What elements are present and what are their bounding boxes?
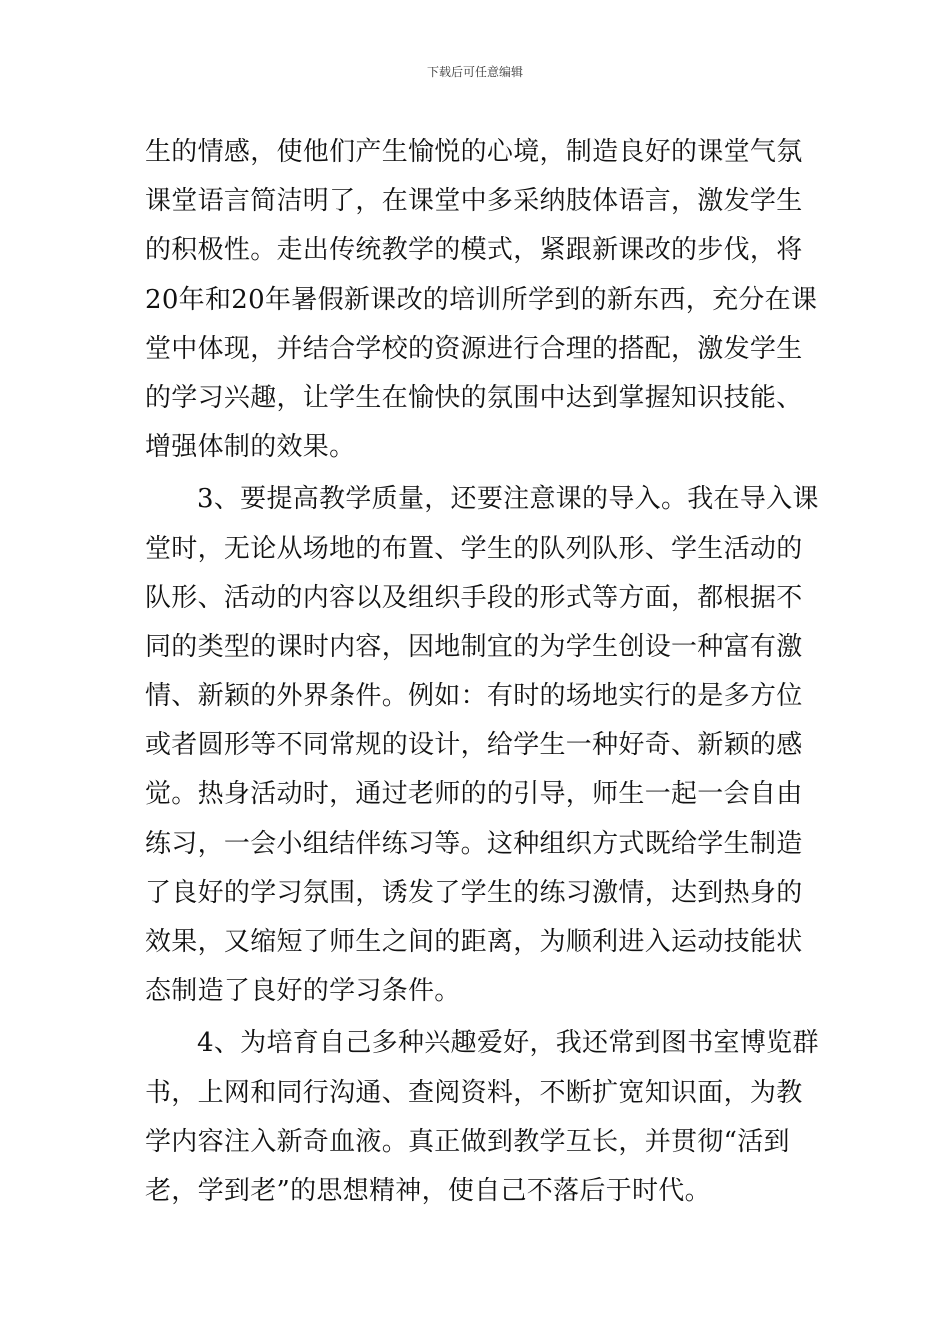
- text-line: 增强体制的效果。: [145, 432, 356, 463]
- text-line: 3、要提高教学质量，还要注意课的导入。我在导入课: [197, 484, 819, 515]
- text-line: 效果，又缩短了师生之间的距离，为顺利进入运动技能状: [145, 927, 803, 957]
- text-line: 练习，一会小组结伴练习等。这种组织方式既给学生制造: [145, 828, 803, 859]
- text-line: 老，学到老”的思想精神，使自己不落后于时代。: [145, 1175, 711, 1206]
- text-line: 书，上网和同行沟通、查阅资料，不断扩宽知识面，为教: [145, 1077, 803, 1108]
- paragraph-3: [145, 1019, 819, 1216]
- paragraph-2: [145, 475, 819, 1016]
- page-header-note: 下载后可任意编辑: [426, 65, 523, 79]
- text-line: 情、新颖的外界条件。例如：有时的场地实行的是多方位: [145, 681, 803, 712]
- text-line: 课堂语言简洁明了，在课堂中多采纳肢体语言，激发学生: [145, 186, 803, 217]
- text-line: 了良好的学习氛围，诱发了学生的练习激情，达到热身的: [145, 877, 803, 908]
- text-line: 队形、活动的内容以及组织手段的形式等方面，都根据不: [145, 582, 803, 613]
- text-line: 学内容注入新奇血液。真正做到教学互长，并贯彻“活到: [145, 1126, 790, 1157]
- text-line: 4、为培育自己多种兴趣爱好，我还常到图书室博览群: [197, 1028, 819, 1059]
- text-line: 态制造了良好的学习条件。: [145, 976, 461, 1007]
- text-line: 的积极性。走出传统教学的模式，紧跟新课改的步伐，将: [145, 235, 803, 266]
- text-line: 或者圆形等不同常规的设计，给学生一种好奇、新颖的感: [145, 730, 803, 761]
- text-line: 20年和20年暑假新课改的培训所学到的新东西，充分在课: [145, 284, 818, 315]
- document-body: [145, 128, 819, 1216]
- text-line: 堂时，无论从场地的布置、学生的队列队形、学生活动的: [145, 533, 803, 564]
- text-line: 的学习兴趣，让学生在愉快的氛围中达到掌握知识技能、: [145, 382, 803, 413]
- paragraph-1: [145, 128, 818, 472]
- text-line: 同的类型的课时内容，因地制宜的为学生创设一种富有激: [145, 631, 803, 662]
- text-line: 觉。热身活动时，通过老师的的引导，师生一起一会自由: [145, 779, 803, 810]
- text-line: 堂中体现，并结合学校的资源进行合理的搭配，激发学生: [145, 333, 803, 364]
- text-line: 生的情感，使他们产生愉悦的心境，制造良好的课堂气氛: [145, 137, 803, 167]
